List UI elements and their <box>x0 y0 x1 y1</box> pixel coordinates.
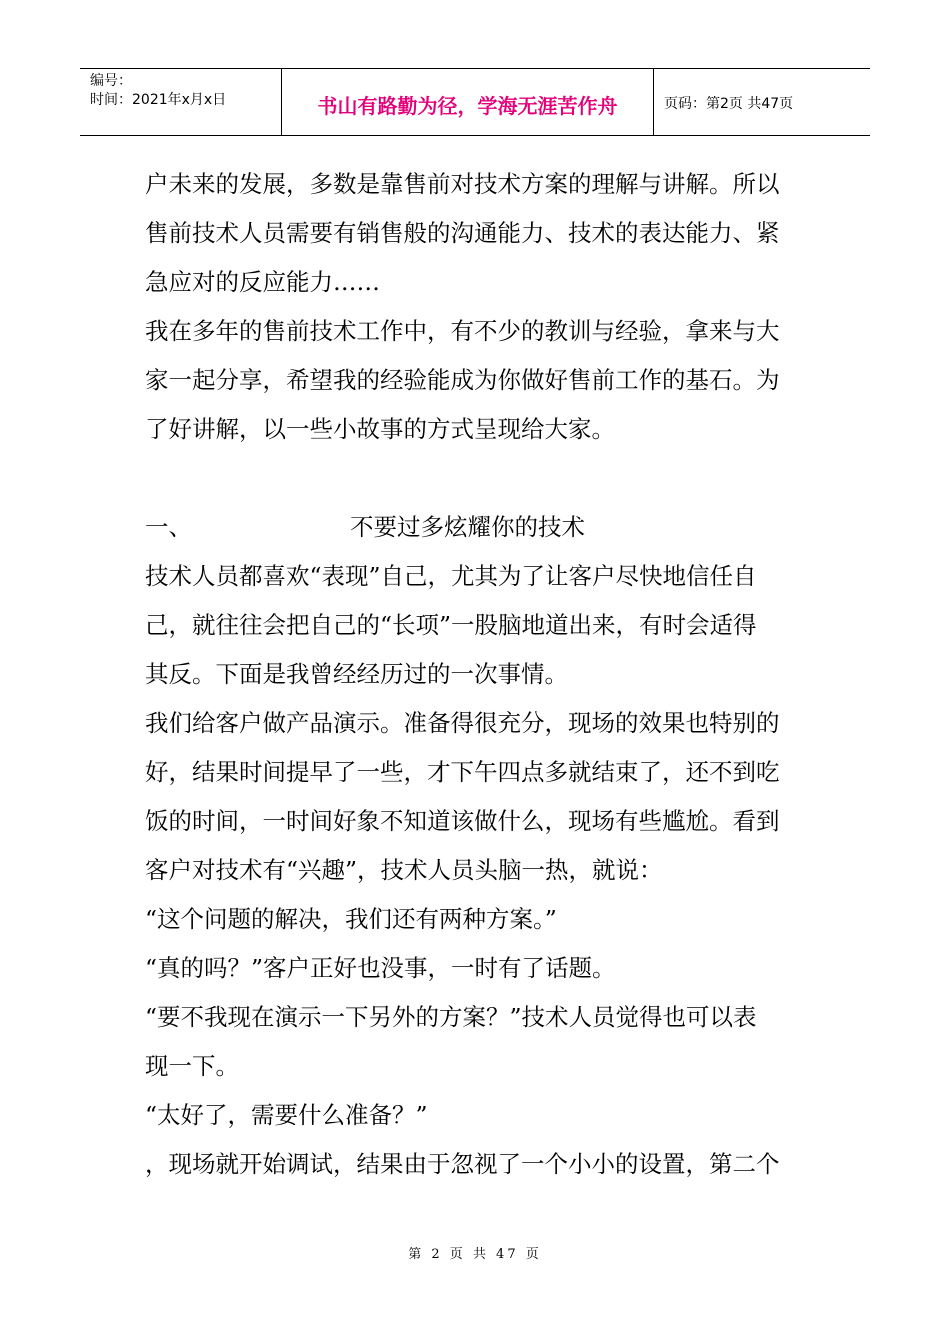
dialogue-line: “真的吗？”客户正好也没事，一时有了话题。 <box>145 954 616 982</box>
paragraph-line: 客户对技术有“兴趣”，技术人员头脑一热，就说： <box>145 856 663 884</box>
paragraph-line: ，现场就开始调试，结果由于忽视了一个小小的设置，第二个 <box>145 1150 780 1178</box>
header-motto: 书山有路勤为径，学海无涯苦作舟 <box>317 94 618 118</box>
header-right-cell <box>654 69 870 135</box>
dialogue-line: “太好了，需要什么准备？” <box>145 1101 428 1129</box>
paragraph-line: 了好讲解，以一些小故事的方式呈现给大家。 <box>145 415 615 443</box>
blank-line <box>145 454 810 503</box>
paragraph-line: 其反。下面是我曾经经历过的一次事情。 <box>145 660 568 688</box>
paragraph-line: 好，结果时间提早了一些，才下午四点多就结束了，还不到吃 <box>145 758 780 786</box>
header-left-cell <box>80 69 282 135</box>
dialogue-line: “要不我现在演示一下另外的方案？”技术人员觉得也可以表 <box>145 1003 757 1031</box>
paragraph-line: 我在多年的售前技术工作中，有不少的教训与经验，拿来与大 <box>145 317 780 345</box>
serial-number-label: 编号： <box>90 73 132 89</box>
section-title: 不要过多炫耀你的技术 <box>350 513 585 541</box>
paragraph-line: 技术人员都喜欢“表现”自己，尤其为了让客户尽快地信任自 <box>145 562 757 590</box>
paragraph-line: 现一下。 <box>145 1052 239 1080</box>
document-header <box>80 68 870 136</box>
document-body <box>145 160 810 1189</box>
paragraph-line: 饭的时间，一时间好象不知道该做什么，现场有些尴尬。看到 <box>145 807 780 835</box>
paragraph-line: 己，就往往会把自己的“长项”一股脑地道出来，有时会适得 <box>145 611 757 639</box>
header-page-info: 页码：第2页 共47页 <box>664 96 794 112</box>
section-heading <box>145 503 810 552</box>
paragraph-line: 售前技术人员需要有销售般的沟通能力、技术的表达能力、紧 <box>145 219 780 247</box>
section-number: 一、 <box>145 513 192 541</box>
page-footer: 第 2 页 共 47 页 <box>408 1247 542 1262</box>
dialogue-line: “这个问题的解决，我们还有两种方案。” <box>145 905 557 933</box>
paragraph-line: 我们给客户做产品演示。准备得很充分，现场的效果也特别的 <box>145 709 780 737</box>
paragraph-line: 急应对的反应能力…… <box>145 268 380 296</box>
date-label: 时间：2021年x月x日 <box>90 92 227 108</box>
header-middle-cell <box>282 69 654 135</box>
paragraph-line: 家一起分享，希望我的经验能成为你做好售前工作的基石。为 <box>145 366 780 394</box>
paragraph-line: 户未来的发展，多数是靠售前对技术方案的理解与讲解。所以 <box>145 170 780 198</box>
